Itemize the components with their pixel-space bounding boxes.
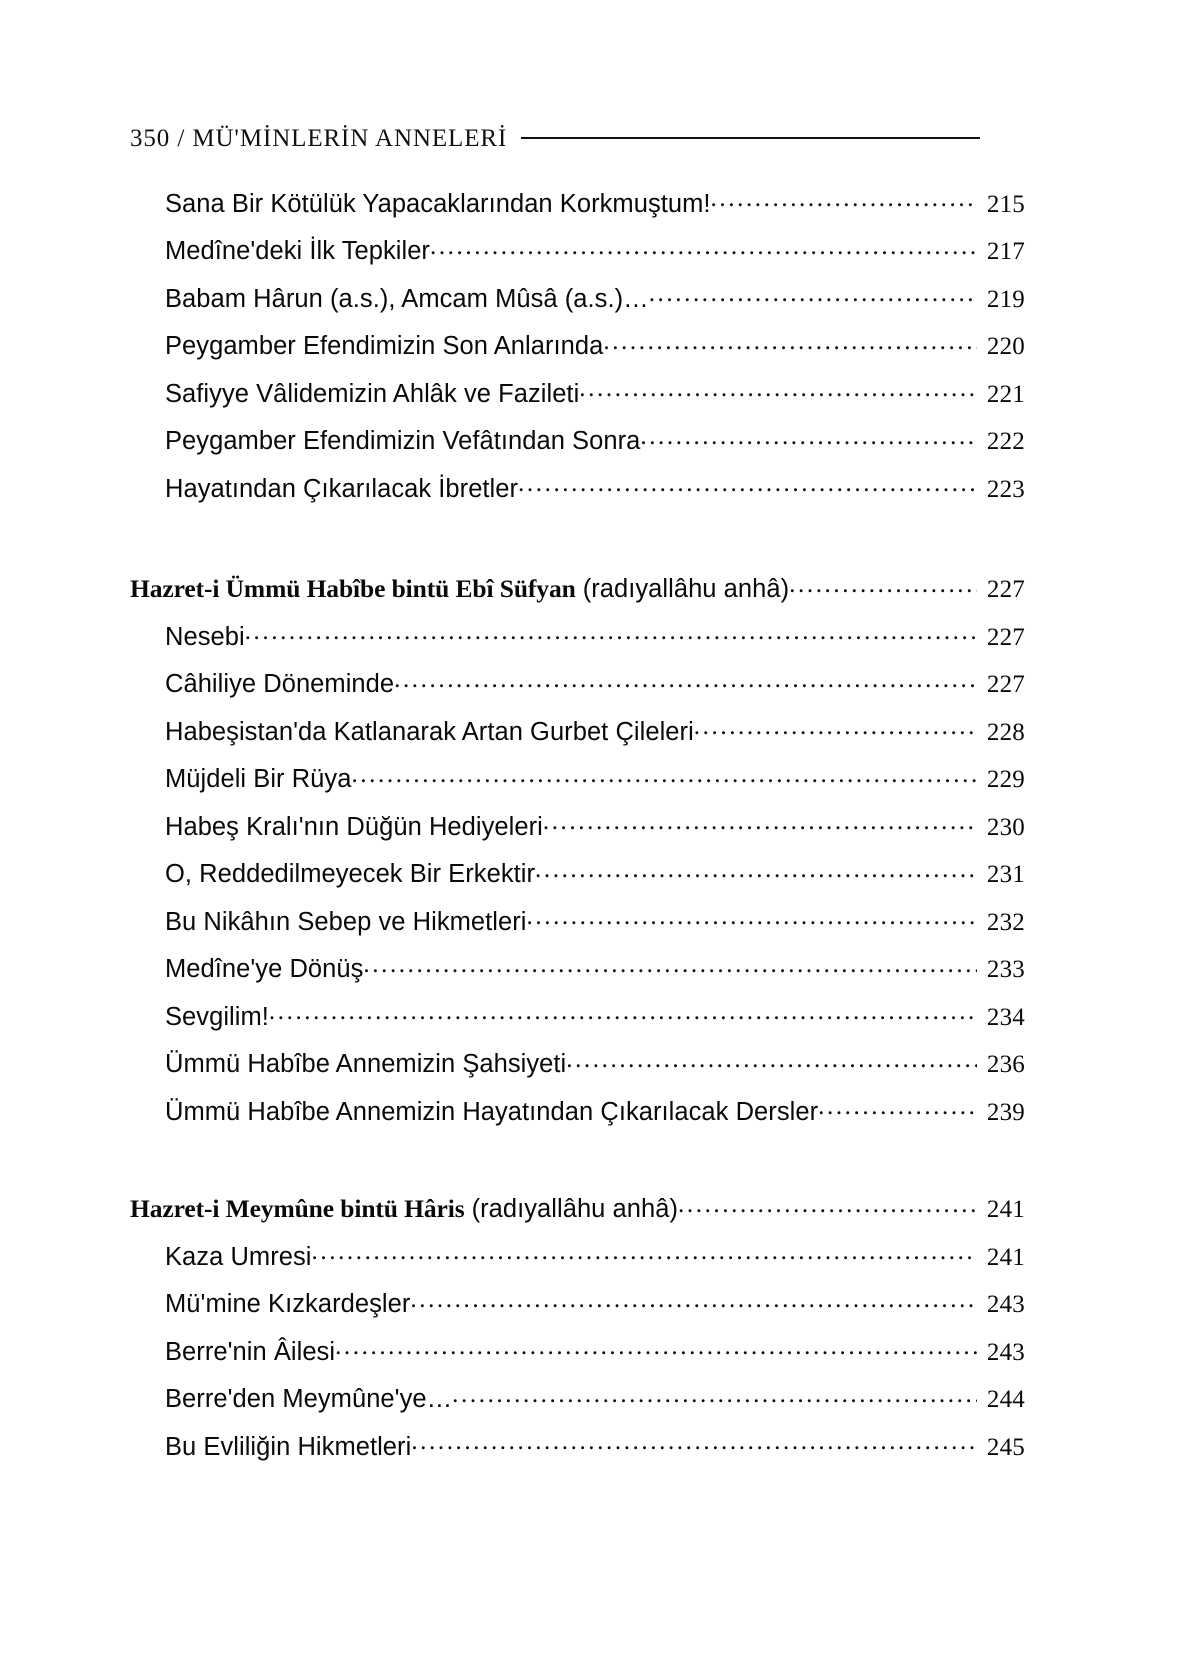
toc-entry-label: Babam Hârun (a.s.), Amcam Mûsâ (a.s.)… bbox=[165, 284, 649, 313]
toc-entry[interactable] bbox=[0, 904, 1181, 952]
toc-entry-label: Berre'nin Âilesi bbox=[165, 1337, 336, 1366]
toc-page-number: 245 bbox=[986, 1433, 1025, 1461]
toc-page-number: 227 bbox=[986, 671, 1025, 698]
toc-entry[interactable] bbox=[0, 234, 1181, 282]
toc-page-number: 241 bbox=[986, 1196, 1025, 1223]
toc-page-number: 229 bbox=[986, 766, 1025, 793]
toc-entry-label: Müjdeli Bir Rüya bbox=[165, 765, 352, 793]
toc-entry-label: Medîne'ye Dönüş bbox=[165, 955, 364, 983]
toc-entry[interactable] bbox=[0, 376, 1181, 424]
toc-entry[interactable] bbox=[0, 1382, 1181, 1430]
toc-entry-label: Bu Evliliğin Hikmetleri bbox=[165, 1432, 412, 1461]
toc-dot-leader bbox=[312, 1239, 977, 1265]
toc-page-number: 233 bbox=[986, 956, 1025, 983]
toc-entry-label: Kaza Umresi bbox=[165, 1242, 312, 1271]
toc-dot-leader bbox=[411, 1429, 977, 1455]
toc-entry-label: Câhiliye Döneminde bbox=[165, 670, 395, 698]
toc-page-number: 236 bbox=[986, 1051, 1025, 1078]
toc-page-number: 243 bbox=[986, 1338, 1025, 1366]
toc-dot-leader bbox=[579, 376, 977, 402]
toc-dot-leader bbox=[649, 281, 977, 307]
toc-page-number: 243 bbox=[986, 1291, 1025, 1318]
toc-entry-label: Hazret-i Meymûne bintü Hâris bbox=[130, 1194, 465, 1223]
toc-page-number: 222 bbox=[986, 428, 1025, 455]
page-folio-and-title: 350 / MÜ'MİNLERİN ANNELERİ bbox=[130, 125, 508, 152]
toc-entry[interactable] bbox=[0, 1239, 1181, 1287]
toc-dot-leader bbox=[269, 999, 977, 1025]
toc-dot-leader bbox=[518, 471, 977, 497]
toc-entry[interactable] bbox=[0, 999, 1181, 1047]
toc-page-number: 244 bbox=[986, 1386, 1025, 1413]
toc-dot-leader bbox=[527, 904, 977, 930]
toc-entry-label: Habeşistan'da Katlanarak Artan Gurbet Çileleri bbox=[165, 717, 694, 746]
toc-entry-label: Hayatından Çıkarılacak İbretler bbox=[165, 474, 519, 503]
toc-page-number: 217 bbox=[986, 238, 1025, 265]
toc-dot-leader bbox=[335, 1334, 977, 1360]
toc-entry[interactable] bbox=[0, 1287, 1181, 1335]
toc-page-number: 231 bbox=[986, 861, 1025, 888]
toc-entry-label: Safiyye Vâlidemizin Ahlâk ve Fazileti bbox=[165, 379, 580, 408]
toc-page-number: 232 bbox=[986, 908, 1025, 936]
running-header bbox=[130, 125, 980, 153]
toc-page-number: 223 bbox=[986, 475, 1025, 503]
toc-entry-label: Nesebi bbox=[165, 622, 245, 651]
toc-dot-leader bbox=[245, 619, 977, 645]
toc-dot-leader bbox=[818, 1094, 977, 1120]
toc-dot-leader bbox=[789, 572, 977, 598]
toc-entry-label: Peygamber Efendimizin Son Anlarında bbox=[165, 332, 604, 360]
toc-page-number: 239 bbox=[986, 1098, 1025, 1126]
toc-entry-qualifier: (radıyallâhu anhâ) bbox=[582, 575, 790, 603]
toc-section-heading[interactable] bbox=[0, 572, 1181, 620]
toc-page-number: 219 bbox=[986, 285, 1025, 313]
toc-dot-leader bbox=[603, 329, 977, 355]
toc-entry[interactable] bbox=[0, 952, 1181, 1000]
toc-entry[interactable] bbox=[0, 186, 1181, 234]
header-rule bbox=[521, 137, 980, 139]
toc-entry-label: Medîne'deki İlk Tepkiler bbox=[165, 237, 430, 265]
toc-dot-leader bbox=[694, 714, 977, 740]
toc-entry[interactable] bbox=[0, 281, 1181, 329]
toc-page-number: 241 bbox=[986, 1243, 1025, 1271]
toc-entry[interactable] bbox=[0, 667, 1181, 715]
toc-entry[interactable] bbox=[0, 1429, 1181, 1477]
toc-page-number: 230 bbox=[986, 813, 1025, 841]
toc-page-number: 221 bbox=[986, 380, 1025, 408]
section-gap bbox=[0, 519, 1181, 572]
toc-entry[interactable] bbox=[0, 762, 1181, 810]
toc-entry-label: O, Reddedilmeyecek Bir Erkektir bbox=[165, 860, 536, 888]
toc-entry-label: Sevgilim! bbox=[165, 1002, 269, 1031]
toc-page-number: 220 bbox=[986, 333, 1025, 360]
toc-entry-label: Sana Bir Kötülük Yapacaklarından Korkmuştum! bbox=[165, 189, 711, 218]
toc-dot-leader bbox=[363, 952, 977, 978]
toc-dot-leader bbox=[430, 234, 977, 260]
toc-entry[interactable] bbox=[0, 329, 1181, 377]
toc-entry-label: Ümmü Habîbe Annemizin Şahsiyeti bbox=[165, 1050, 567, 1078]
toc-dot-leader bbox=[640, 424, 977, 450]
toc-entry-qualifier: (radıyallâhu anhâ) bbox=[471, 1195, 679, 1223]
toc-entry-label: Berre'den Meymûne'ye… bbox=[165, 1385, 453, 1413]
toc-dot-leader bbox=[351, 762, 977, 788]
toc-entry[interactable] bbox=[0, 1047, 1181, 1095]
toc-entry[interactable] bbox=[0, 809, 1181, 857]
table-of-contents bbox=[0, 186, 1181, 1477]
toc-entry[interactable] bbox=[0, 857, 1181, 905]
toc-page-number: 215 bbox=[986, 190, 1025, 218]
toc-entry[interactable] bbox=[0, 714, 1181, 762]
toc-dot-leader bbox=[535, 857, 977, 883]
toc-entry[interactable] bbox=[0, 424, 1181, 472]
toc-page-number: 227 bbox=[986, 576, 1025, 603]
toc-section-heading[interactable] bbox=[0, 1192, 1181, 1240]
toc-page-number: 234 bbox=[986, 1003, 1025, 1031]
toc-dot-leader bbox=[452, 1382, 977, 1408]
toc-entry-label: Ümmü Habîbe Annemizin Hayatından Çıkarılacak Dersler bbox=[165, 1097, 819, 1126]
toc-entry[interactable] bbox=[0, 1094, 1181, 1142]
section-gap bbox=[0, 1142, 1181, 1192]
toc-page-number: 228 bbox=[986, 718, 1025, 746]
toc-entry-label: Hazret-i Ümmü Habîbe bintü Ebî Süfyan bbox=[130, 574, 576, 603]
toc-dot-leader bbox=[678, 1192, 977, 1218]
toc-dot-leader bbox=[566, 1047, 977, 1073]
toc-entry-label: Bu Nikâhın Sebep ve Hikmetleri bbox=[165, 907, 527, 936]
toc-entry[interactable] bbox=[0, 619, 1181, 667]
toc-dot-leader bbox=[394, 667, 977, 693]
toc-entry[interactable] bbox=[0, 471, 1181, 519]
toc-dot-leader bbox=[711, 186, 977, 212]
toc-entry-label: Habeş Kralı'nın Düğün Hediyeleri bbox=[165, 812, 543, 841]
toc-entry-label: Peygamber Efendimizin Vefâtından Sonra bbox=[165, 427, 641, 455]
toc-entry-label: Mü'mine Kızkardeşler bbox=[165, 1290, 411, 1318]
toc-dot-leader bbox=[543, 809, 977, 835]
toc-entry[interactable] bbox=[0, 1334, 1181, 1382]
toc-dot-leader bbox=[410, 1287, 977, 1313]
toc-page-number: 227 bbox=[986, 623, 1025, 651]
